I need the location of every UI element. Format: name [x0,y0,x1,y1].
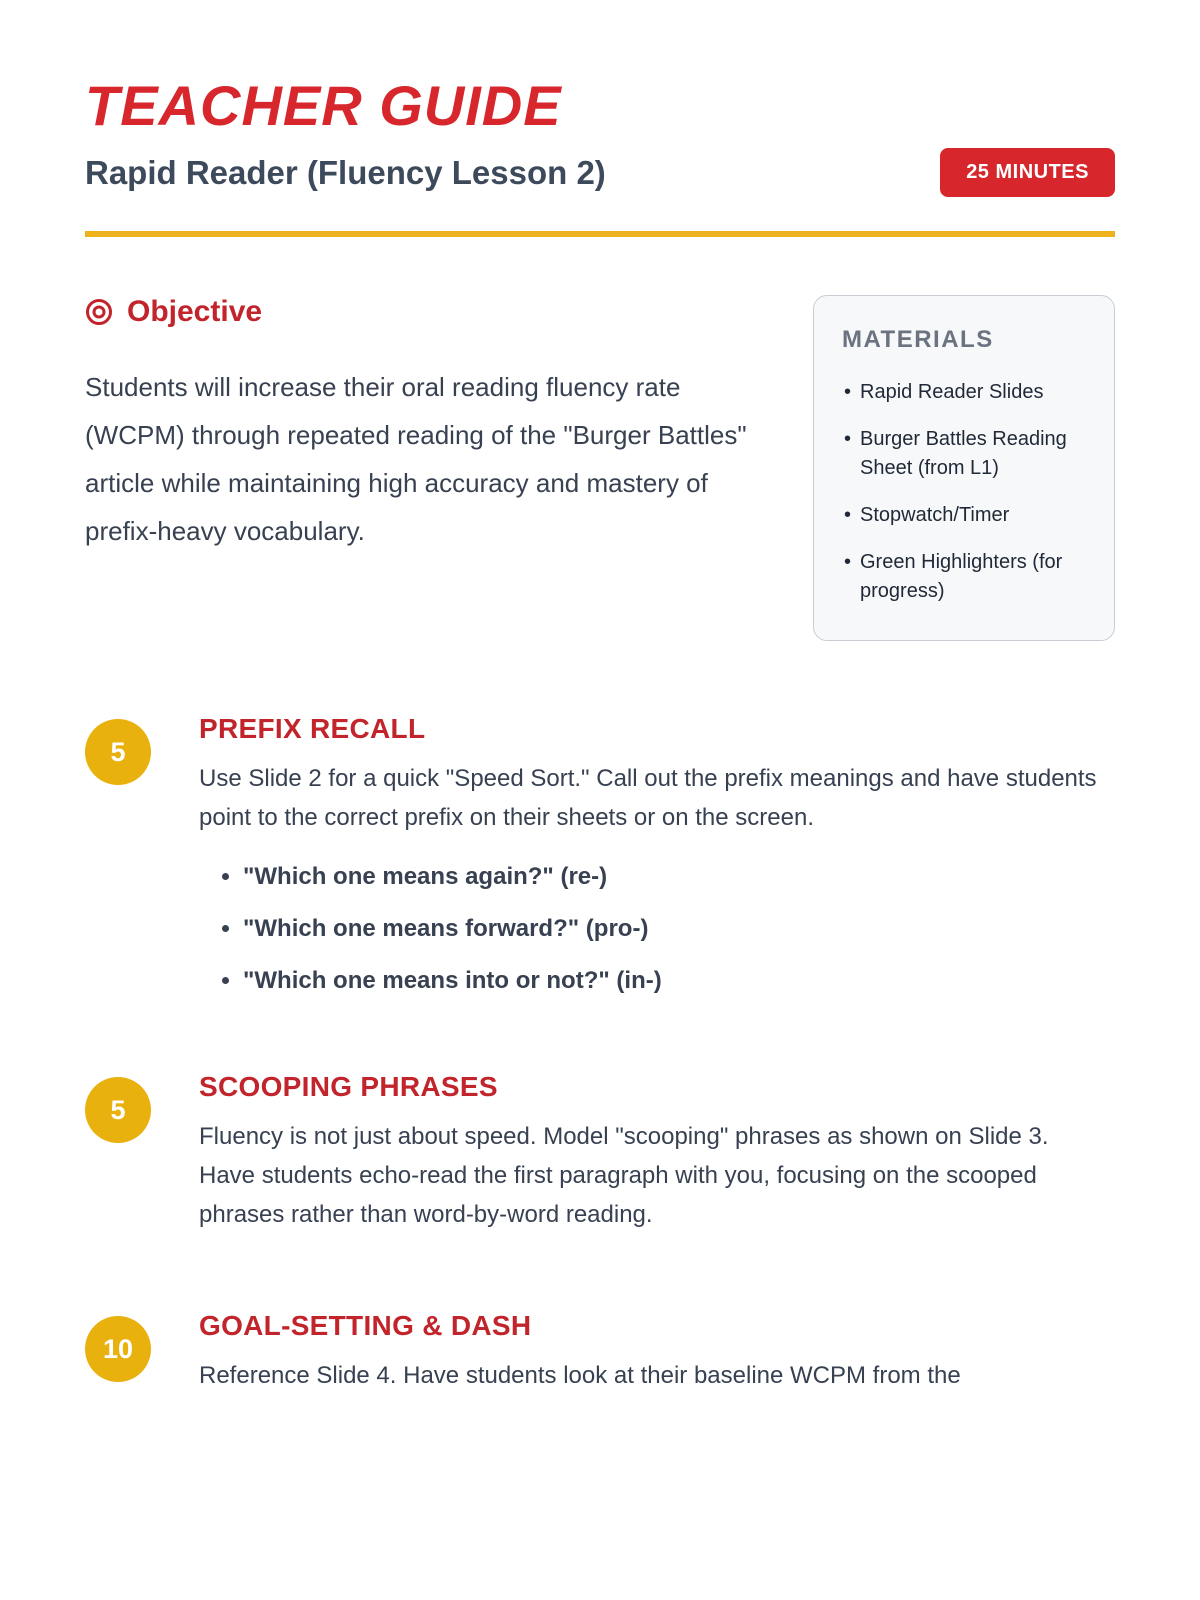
step-bullet: • "Which one means forward?" (pro-) [243,915,1104,943]
step-goal-setting-dash [85,1310,1115,1395]
gold-divider [85,231,1115,237]
step-content [199,1310,1104,1395]
objective-heading-label: Objective [127,295,263,328]
materials-item: • Green Highlighters (for progress) [842,548,1086,606]
step-scooping-phrases [85,1071,1115,1234]
step-body: Reference Slide 4. Have students look at their baseline WCPM from the [199,1362,961,1389]
steps-section [85,713,1115,1395]
step-body: Use Slide 2 for a quick "Speed Sort." Call out the prefix meanings and have students point to the correct prefix on their sheets or on the screen. [199,765,1097,831]
step-title: PREFIX RECALL [199,713,426,744]
duration-badge: 25 MINUTES [940,148,1115,197]
step-bullet: • "Which one means again?" (re-) [243,863,1104,891]
step-bullet-list [199,863,1104,995]
step-minutes-badge: 5 [85,719,151,785]
materials-item: • Burger Battles Reading Sheet (from L1) [842,425,1086,483]
step-minutes-badge: 5 [85,1077,151,1143]
objective-heading [85,295,755,329]
materials-list [842,378,1086,606]
step-content [199,713,1104,995]
step-title: GOAL-SETTING & DASH [199,1310,532,1341]
materials-heading: MATERIALS [842,326,994,353]
lesson-subtitle: Rapid Reader (Fluency Lesson 2) [85,153,606,191]
materials-box [813,295,1115,641]
step-bullet: • "Which one means into or not?" (in-) [243,967,1104,995]
step-content [199,1071,1104,1234]
step-prefix-recall [85,713,1115,995]
objective-section [85,295,755,555]
target-icon [85,298,113,326]
objective-text: Students will increase their oral reading fluency rate (WCPM) through repeated reading of the "Burger Battles" article while maintaining high accuracy and mastery of prefix-heavy vocabulary. [85,372,747,546]
materials-item: • Stopwatch/Timer [842,501,1086,530]
header-row [85,148,1115,197]
step-body: Fluency is not just about speed. Model "scooping" phrases as shown on Slide 3. Have students echo-read the first paragraph with you, focusing on the scooped phrases rather than word-by-word reading. [199,1123,1049,1228]
objective-materials-row [85,295,1115,641]
step-title: SCOOPING PHRASES [199,1071,498,1102]
materials-item: • Rapid Reader Slides [842,378,1086,407]
page-title: TEACHER GUIDE [85,74,562,137]
step-minutes-badge: 10 [85,1316,151,1382]
